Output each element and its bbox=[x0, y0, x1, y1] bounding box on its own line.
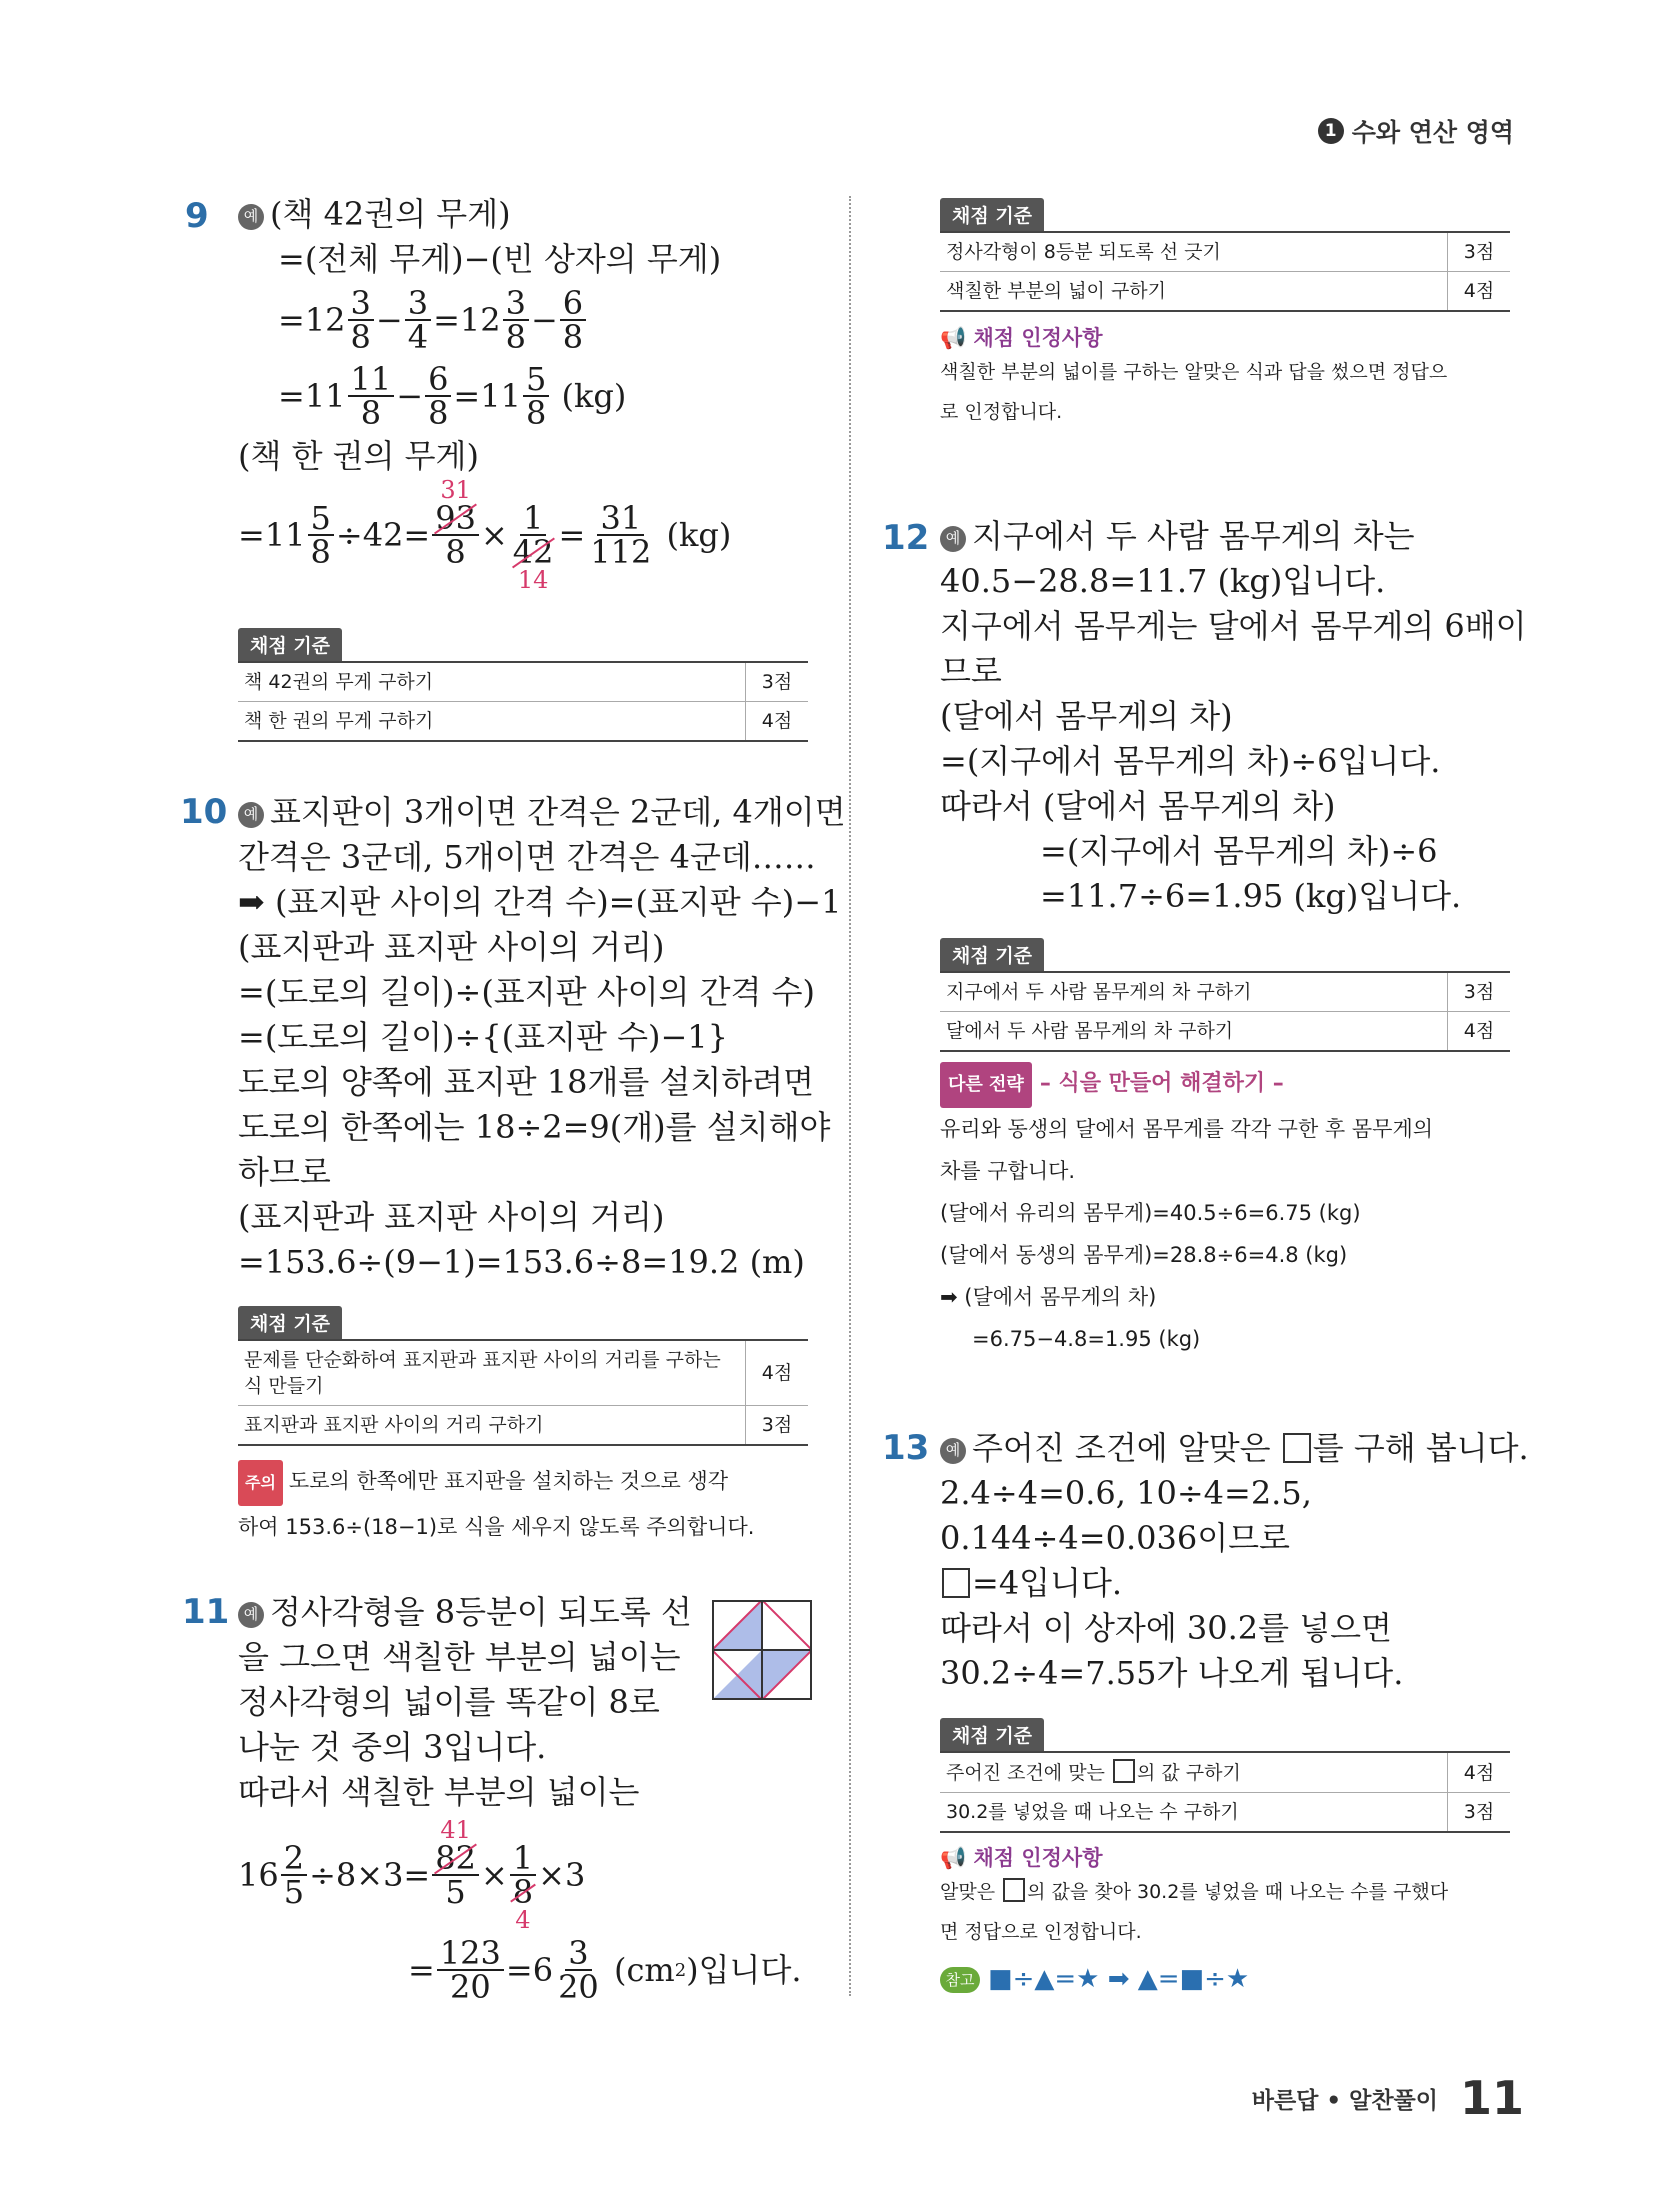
p9-line1: (책 42권의 무게) bbox=[270, 195, 511, 233]
p11-calc-line1: 16 $\frac{2}{5}$ ÷8×3= 41 82 5 × 1 8 4 ×3 bbox=[238, 1816, 586, 1934]
page-footer bbox=[1252, 2071, 1524, 2125]
accept-heading: 📢 채점 인정사항 bbox=[940, 1846, 1103, 1870]
table-row: 지구에서 두 사람 몸무게의 차 구하기 3점 bbox=[940, 972, 1510, 1012]
problem-10-number: 10 bbox=[180, 792, 228, 832]
p11-line: 을 그으면 색칠한 부분의 넓이는 bbox=[238, 1638, 681, 1676]
criteria-tag: 채점 기준 bbox=[940, 1718, 1044, 1751]
p10-line: 표지판이 3개이면 간격은 2군데, 4개이면 bbox=[270, 793, 846, 831]
section-number: 1 bbox=[1318, 118, 1344, 144]
problem-10 bbox=[238, 790, 846, 1285]
strategy-line: 유리와 동생의 달에서 몸무게를 각각 구한 후 몸무게의 bbox=[940, 1117, 1434, 1141]
p11-line: 정사각형을 8등분이 되도록 선 bbox=[270, 1593, 692, 1631]
criteria-tag: 채점 기준 bbox=[940, 938, 1044, 971]
blank-box bbox=[1003, 1878, 1025, 1902]
accept-text: 색칠한 부분의 넓이를 구하는 알맞은 식과 답을 썼으면 정답으 bbox=[940, 361, 1448, 383]
p12-line: (달에서 몸무게의 차) bbox=[940, 697, 1233, 735]
p11-line: 따라서 색칠한 부분의 넓이는 bbox=[238, 1773, 640, 1811]
strategy-tag: 다른 전략 bbox=[940, 1062, 1032, 1108]
reference-note bbox=[940, 1964, 1520, 1994]
blank-box bbox=[1283, 1433, 1311, 1463]
problem-11 bbox=[238, 1590, 698, 1815]
criteria-tag: 채점 기준 bbox=[238, 1306, 342, 1339]
blank-box bbox=[942, 1568, 970, 1598]
p12-line: =11.7÷6=1.95 (kg)입니다. bbox=[1040, 877, 1462, 915]
accept-text: 의 값을 찾아 30.2를 넣었을 때 나오는 수를 구했다 bbox=[1027, 1881, 1449, 1903]
p12-criteria bbox=[940, 938, 1510, 1052]
problem-13 bbox=[940, 1426, 1529, 1696]
strategy-line: =6.75−4.8=1.95 (kg) bbox=[972, 1327, 1201, 1351]
problem-13-number: 13 bbox=[882, 1428, 930, 1468]
p13-line: 주어진 조건에 알맞은 bbox=[972, 1429, 1271, 1467]
table-row: 책 한 권의 무게 구하기 4점 bbox=[238, 702, 808, 742]
reference-equation: ■÷▲=★ ➡ ▲=■÷★ bbox=[988, 1964, 1250, 1994]
table-row: 주어진 조건에 맞는 의 값 구하기 4점 bbox=[940, 1752, 1510, 1793]
p10-line: =153.6÷(9−1)=153.6÷8=19.2 (m) bbox=[238, 1243, 805, 1281]
p10-line: =(도로의 길이)÷(표지판 사이의 간격 수) bbox=[238, 973, 816, 1011]
problem-9-number: 9 bbox=[185, 196, 209, 236]
strategy-line: ➡ (달에서 몸무게의 차) bbox=[940, 1285, 1157, 1309]
p12-line: =(지구에서 몸무게의 차)÷6 bbox=[1040, 832, 1438, 870]
accept-text: 로 인정합니다. bbox=[940, 401, 1063, 423]
p10-line: (표지판과 표지판 사이의 거리) bbox=[238, 1198, 665, 1236]
square-figure bbox=[712, 1600, 812, 1700]
problem-9 bbox=[238, 192, 808, 594]
p10-criteria bbox=[238, 1306, 808, 1446]
megaphone-icon: 📢 bbox=[940, 1846, 967, 1870]
p9-line2: =(전체 무게)−(빈 상자의 무게) bbox=[278, 240, 722, 278]
p9-line4: = 11 $\frac{11}{8}$ − $\frac{6}{8}$ = 11 $\frac{5}{8}$ (kg) bbox=[278, 360, 627, 432]
p10-line: ➡ (표지판 사이의 간격 수)=(표지판 수)−1 bbox=[238, 883, 842, 921]
p13-line: 30.2÷4=7.55가 나오게 됩니다. bbox=[940, 1654, 1404, 1692]
megaphone-icon: 📢 bbox=[940, 326, 967, 350]
warning-text: 도로의 한쪽에만 표지판을 설치하는 것으로 생각 bbox=[288, 1469, 729, 1493]
p11-accept bbox=[940, 322, 1510, 432]
table-row: 색칠한 부분의 넓이 구하기 4점 bbox=[940, 272, 1510, 312]
strategy-title: – 식을 만들어 해결하기 – bbox=[1039, 1071, 1284, 1096]
p13-line: =4입니다. bbox=[972, 1564, 1123, 1602]
table-row: 30.2를 넣었을 때 나오는 수 구하기 3점 bbox=[940, 1793, 1510, 1833]
warning-text: 하여 153.6÷(18−1)로 식을 세우지 않도록 주의합니다. bbox=[238, 1515, 755, 1539]
p10-line: 하므로 bbox=[238, 1153, 331, 1191]
criteria-table bbox=[238, 1339, 808, 1446]
p9-criteria bbox=[238, 628, 808, 742]
problem-12 bbox=[940, 514, 1527, 919]
criteria-table bbox=[940, 231, 1510, 312]
p10-line: (표지판과 표지판 사이의 거리) bbox=[238, 928, 665, 966]
p10-line: 간격은 3군데, 5개이면 간격은 4군데…… bbox=[238, 838, 816, 876]
page-number: 11 bbox=[1459, 2071, 1524, 2125]
table-row: 표지판과 표지판 사이의 거리 구하기 3점 bbox=[238, 1406, 808, 1446]
table-row: 책 42권의 무게 구하기 3점 bbox=[238, 662, 808, 702]
example-badge: 예 bbox=[940, 1438, 966, 1464]
reference-tag: 참고 bbox=[940, 1967, 980, 1993]
p11-calc bbox=[238, 1816, 838, 2010]
p12-strategy bbox=[940, 1062, 1520, 1360]
p12-line: 지구에서 두 사람 몸무게의 차는 bbox=[972, 517, 1415, 555]
accept-text: 면 정답으로 인정합니다. bbox=[940, 1921, 1142, 1943]
criteria-tag: 채점 기준 bbox=[238, 628, 342, 661]
table-row: 달에서 두 사람 몸무게의 차 구하기 4점 bbox=[940, 1012, 1510, 1052]
p11-line: 정사각형의 넓이를 똑같이 8로 bbox=[238, 1683, 660, 1721]
problem-11-number: 11 bbox=[182, 1592, 230, 1632]
problem-12-number: 12 bbox=[882, 518, 930, 558]
accept-text: 알맞은 bbox=[940, 1881, 996, 1903]
strategy-line: (달에서 동생의 몸무게)=28.8÷6=4.8 (kg) bbox=[940, 1243, 1348, 1267]
p13-criteria bbox=[940, 1718, 1510, 1833]
p13-line: 따라서 이 상자에 30.2를 넣으면 bbox=[940, 1609, 1392, 1647]
p12-line: 므로 bbox=[940, 652, 1002, 690]
p12-line: =(지구에서 몸무게의 차)÷6입니다. bbox=[940, 742, 1441, 780]
criteria-table bbox=[940, 1751, 1510, 1833]
criteria-table bbox=[238, 661, 808, 742]
p11-calc-line2: = $\frac{123}{20}$ = 6 $\frac{3}{20}$ (cm 2 )입니다. bbox=[408, 1934, 802, 2006]
example-badge: 예 bbox=[238, 204, 264, 230]
accept-heading: 📢 채점 인정사항 bbox=[940, 326, 1103, 350]
example-badge: 예 bbox=[940, 526, 966, 552]
footer-label: 바른답 • 알찬풀이 bbox=[1251, 2087, 1438, 2114]
p13-line: 를 구해 봅니다. bbox=[1312, 1429, 1529, 1467]
criteria-tag: 채점 기준 bbox=[940, 198, 1044, 231]
p12-line: 40.5−28.8=11.7 (kg)입니다. bbox=[940, 562, 1386, 600]
example-badge: 예 bbox=[238, 802, 264, 828]
p10-line: =(도로의 길이)÷{(표지판 수)−1} bbox=[238, 1018, 729, 1056]
example-badge: 예 bbox=[238, 1602, 264, 1628]
p9-line6: = 11 $\frac{5}{8}$ ÷42= 31 93 8 × 1 42 14 = $\frac{31}{112}$ (kg) bbox=[238, 476, 732, 594]
section-title: 수와 연산 영역 bbox=[1351, 118, 1514, 147]
p9-line3: = 12 $\frac{3}{8}$ − $\frac{3}{4}$ = 12 $\frac{3}{8}$ − $\frac{6}{8}$ bbox=[238, 282, 808, 358]
table-row: 정사각형이 8등분 되도록 선 긋기 3점 bbox=[940, 232, 1510, 272]
blank-box bbox=[1113, 1759, 1135, 1783]
criteria-table bbox=[940, 971, 1510, 1052]
p13-accept bbox=[940, 1842, 1520, 1994]
p9-line5: (책 한 권의 무게) bbox=[238, 437, 479, 475]
column-divider bbox=[849, 196, 851, 1996]
strategy-line: 차를 구합니다. bbox=[940, 1159, 1076, 1183]
p12-line: 따라서 (달에서 몸무게의 차) bbox=[940, 787, 1336, 825]
p10-line: 도로의 양쪽에 표지판 18개를 설치하려면 bbox=[238, 1063, 814, 1101]
p10-warning bbox=[238, 1460, 818, 1548]
section-header bbox=[1318, 113, 1514, 149]
strategy-line: (달에서 유리의 몸무게)=40.5÷6=6.75 (kg) bbox=[940, 1201, 1361, 1225]
p10-line: 도로의 한쪽에는 18÷2=9(개)를 설치해야 bbox=[238, 1108, 831, 1146]
p11-line: 나눈 것 중의 3입니다. bbox=[238, 1728, 547, 1766]
p12-line: 지구에서 몸무게는 달에서 몸무게의 6배이 bbox=[940, 607, 1527, 645]
table-row: 문제를 단순화하여 표지판과 표지판 사이의 거리를 구하는 식 만들기 4점 bbox=[238, 1340, 808, 1406]
p11-criteria bbox=[940, 198, 1510, 312]
p13-line: 2.4÷4=0.6, 10÷4=2.5, bbox=[940, 1474, 1312, 1512]
p13-line: 0.144÷4=0.036이므로 bbox=[940, 1519, 1290, 1557]
warning-tag: 주의 bbox=[238, 1460, 283, 1506]
